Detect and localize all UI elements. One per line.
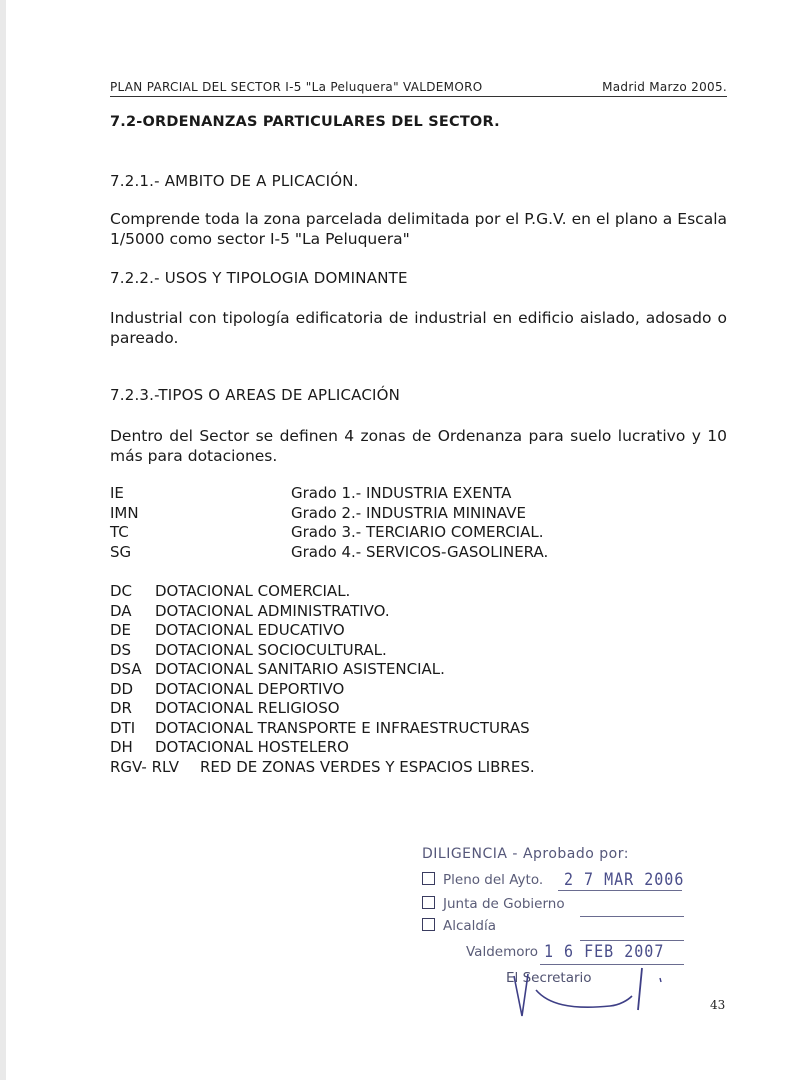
stamp-option-label: Junta de Gobierno (443, 896, 565, 912)
list-item (110, 738, 710, 758)
header-document-title: PLAN PARCIAL DEL SECTOR I-5 "La Peluquera" VALDEMORO (110, 80, 483, 94)
list-item (110, 602, 710, 622)
stamp-option-junta (422, 896, 565, 912)
list-item (110, 758, 710, 778)
zone-description: DOTACIONAL HOSTELERO (155, 738, 349, 756)
zone-description: Grado 4.- SERVICOS-GASOLINERA. (291, 542, 549, 561)
stamp-date-approval: 2 7 MAR 2006 (564, 868, 685, 890)
zone-description: Grado 3.- TERCIARIO COMERCIAL. (291, 523, 544, 541)
stamp-option-label: Alcaldía (443, 918, 497, 934)
checkbox-icon (422, 872, 435, 885)
stamp-date-signature: 1 6 FEB 2007 (544, 940, 665, 962)
zone-description: Grado 1.- INDUSTRIA EXENTA (291, 484, 512, 502)
stamp-heading: DILIGENCIA - Aprobado por: (422, 846, 629, 862)
list-item (110, 621, 710, 641)
paragraph-usos: Industrial con tipología edificatoria de industrial en edificio aislado, adosado o pareado. (110, 309, 727, 347)
page-number: 43 (710, 998, 726, 1012)
paragraph-tipos: Dentro del Sector se definen 4 zonas de Ordenanza para suelo lucrativo y 10 más para dotaciones. (110, 427, 727, 465)
zone-description: DOTACIONAL SANITARIO ASISTENCIAL. (155, 660, 445, 678)
zone-code: DSA (110, 660, 142, 678)
section-title: 7.2-ORDENANZAS PARTICULARES DEL SECTOR. (110, 114, 500, 130)
zone-description: RED DE ZONAS VERDES Y ESPACIOS LIBRES. (200, 757, 535, 776)
zone-description: DOTACIONAL SOCIOCULTURAL. (155, 640, 387, 659)
stamp-option-label: Pleno del Ayto. (443, 872, 544, 888)
zone-code: DR (110, 699, 132, 717)
checkbox-icon (422, 918, 435, 931)
subsection-heading-ambito: 7.2.1.- AMBITO DE A PLICACIÓN. (110, 172, 359, 190)
zone-description: DOTACIONAL TRANSPORTE E INFRAESTRUCTURAS (155, 718, 530, 737)
stamp-underline (558, 890, 682, 891)
list-item (110, 641, 710, 661)
stamp-underline (580, 916, 684, 917)
list-item (110, 660, 710, 680)
stamp-secretary: El Secretario (506, 970, 592, 986)
zone-code: DC (110, 582, 133, 600)
list-item (110, 719, 710, 739)
zone-code: IE (110, 484, 124, 502)
zone-code: SG (110, 542, 132, 561)
zone-code: DTI (110, 718, 136, 737)
stamp-option-pleno (422, 872, 543, 888)
checkbox-icon (422, 896, 435, 909)
zone-description: Grado 2.- INDUSTRIA MININAVE (291, 503, 526, 522)
zone-description: DOTACIONAL EDUCATIVO (155, 621, 345, 639)
paragraph-ambito: Comprende toda la zona parcelada delimitada por el P.G.V. en el plano a Escala 1/5000 como sector I-5 "La Peluquera" (110, 210, 727, 248)
list-item (110, 504, 710, 524)
dotaciones-list (110, 582, 710, 777)
zone-code: DA (110, 601, 132, 620)
page-edge (0, 0, 6, 1080)
header-date: Madrid Marzo 2005. (602, 80, 727, 94)
zone-code: IMN (110, 503, 139, 522)
list-item (110, 699, 710, 719)
list-item (110, 582, 710, 602)
zone-description: DOTACIONAL DEPORTIVO (155, 679, 345, 698)
zone-code: DH (110, 738, 133, 756)
zone-description: DOTACIONAL RELIGIOSO (155, 699, 340, 717)
zone-code: DD (110, 679, 134, 698)
subsection-heading-usos: 7.2.2.- USOS Y TIPOLOGIA DOMINANTE (110, 269, 408, 287)
grades-list (110, 484, 710, 562)
list-item (110, 523, 710, 543)
zone-code: RGV- RLV (110, 757, 180, 776)
page-header (110, 80, 727, 97)
list-item (110, 543, 710, 563)
list-item (110, 680, 710, 700)
zone-code: TC (110, 523, 129, 541)
zone-code: DE (110, 621, 132, 639)
zone-code: DS (110, 640, 132, 659)
stamp-option-alcaldia (422, 918, 496, 934)
zone-description: DOTACIONAL COMERCIAL. (155, 582, 351, 600)
handwritten-signature (500, 960, 670, 1022)
zone-description: DOTACIONAL ADMINISTRATIVO. (155, 601, 390, 620)
stamp-place: Valdemoro (466, 944, 539, 960)
subsection-heading-tipos: 7.2.3.-TIPOS O AREAS DE APLICACIÓN (110, 386, 401, 404)
list-item (110, 484, 710, 504)
